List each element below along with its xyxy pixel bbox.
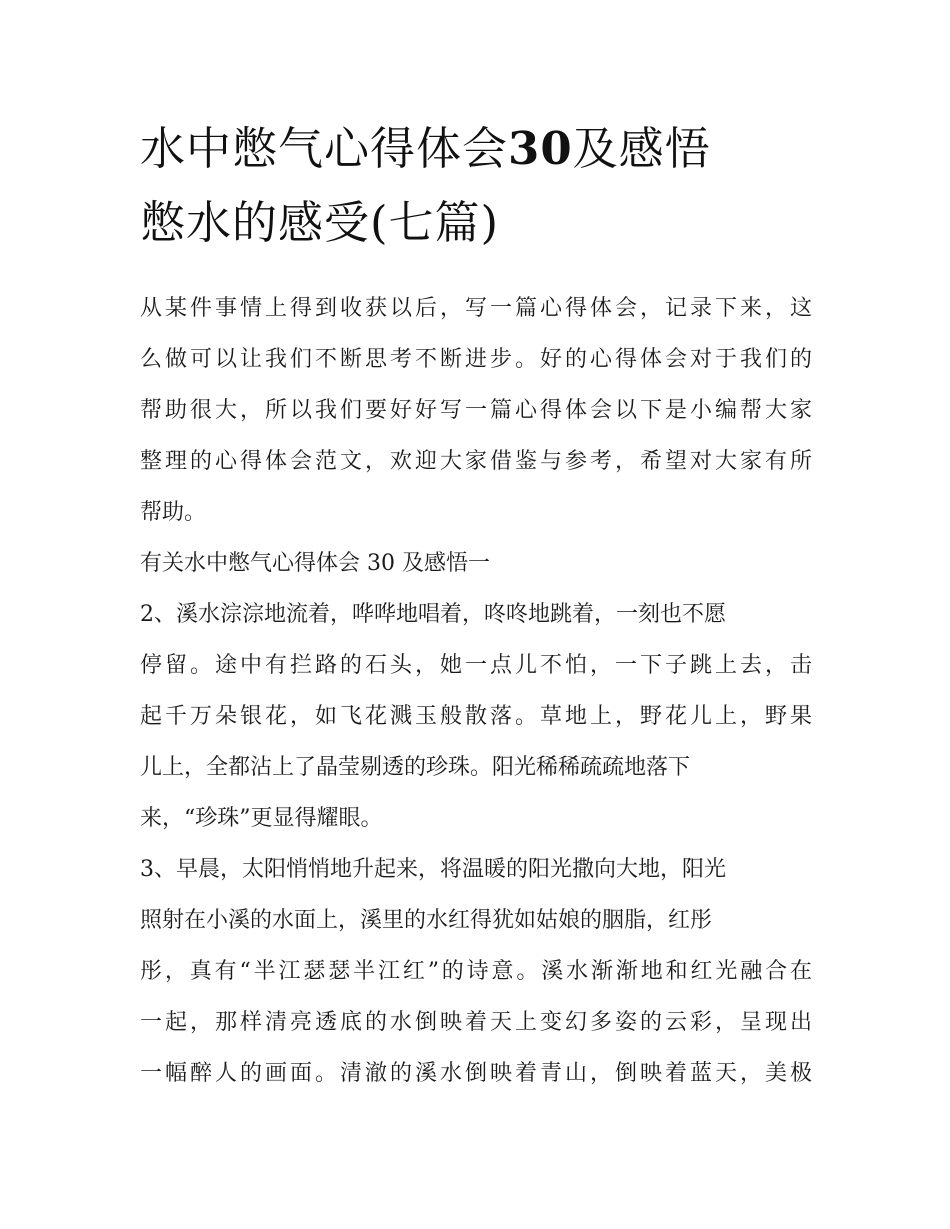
title-line-2: 憋水的感受(七篇): [140, 196, 500, 249]
text-line: 一起，那样清亮透底的水倒映着天上变幻多姿的云彩，呈现出: [140, 1010, 812, 1035]
title-text-part-2: 及感悟: [572, 122, 711, 175]
document-body: [140, 283, 812, 1099]
title-number: 30: [508, 122, 573, 175]
text-line: 帮助很大，所以我们要好好写一篇心得体会以下是小编帮大家: [140, 398, 812, 423]
text-line: 从某件事情上得到收获以后，写一篇心得体会，记录下来，这: [140, 296, 812, 321]
text-line: 照射在小溪的水面上，溪里的水红得犹如姑娘的胭脂，红彤: [140, 908, 713, 933]
text-line: 2、溪水淙淙地流着，哗哗地唱着，咚咚地跳着，一刻也不愿: [140, 602, 726, 627]
text-line: 整理的心得体会范文，欢迎大家借鉴与参考，希望对大家有所: [140, 449, 812, 474]
text-line: 起千万朵银花，如飞花溅玉般散落。草地上，野花儿上，野果: [140, 704, 812, 729]
title-text-part-1: 水中憋气心得体会: [140, 122, 509, 175]
text-line: 停留。途中有拦路的石头，她一点儿不怕，一下子跳上去，击: [140, 653, 812, 678]
document-page: [140, 112, 812, 1099]
text-line: 有关水中憋气心得体会 30 及感悟一: [140, 551, 490, 576]
text-line: 彤，真有“半江瑟瑟半江红”的诗意。溪水渐渐地和红光融合在: [140, 959, 812, 984]
document-title: [140, 112, 812, 260]
text-line: 3、早晨，太阳悄悄地升起来，将温暖的阳光撒向大地，阳光: [140, 857, 726, 882]
text-line: 儿上，全都沾上了晶莹剔透的珍珠。阳光稀稀疏疏地落下: [140, 755, 691, 780]
text-line: 帮助。: [140, 500, 207, 525]
title-line-1: [140, 112, 812, 186]
text-line: 一幅醉人的画面。清澈的溪水倒映着青山，倒映着蓝天，美极: [140, 1061, 812, 1086]
text-line: 来，“珍珠”更显得耀眼。: [140, 806, 383, 831]
text-line: 么做可以让我们不断思考不断进步。好的心得体会对于我们的: [140, 347, 812, 372]
